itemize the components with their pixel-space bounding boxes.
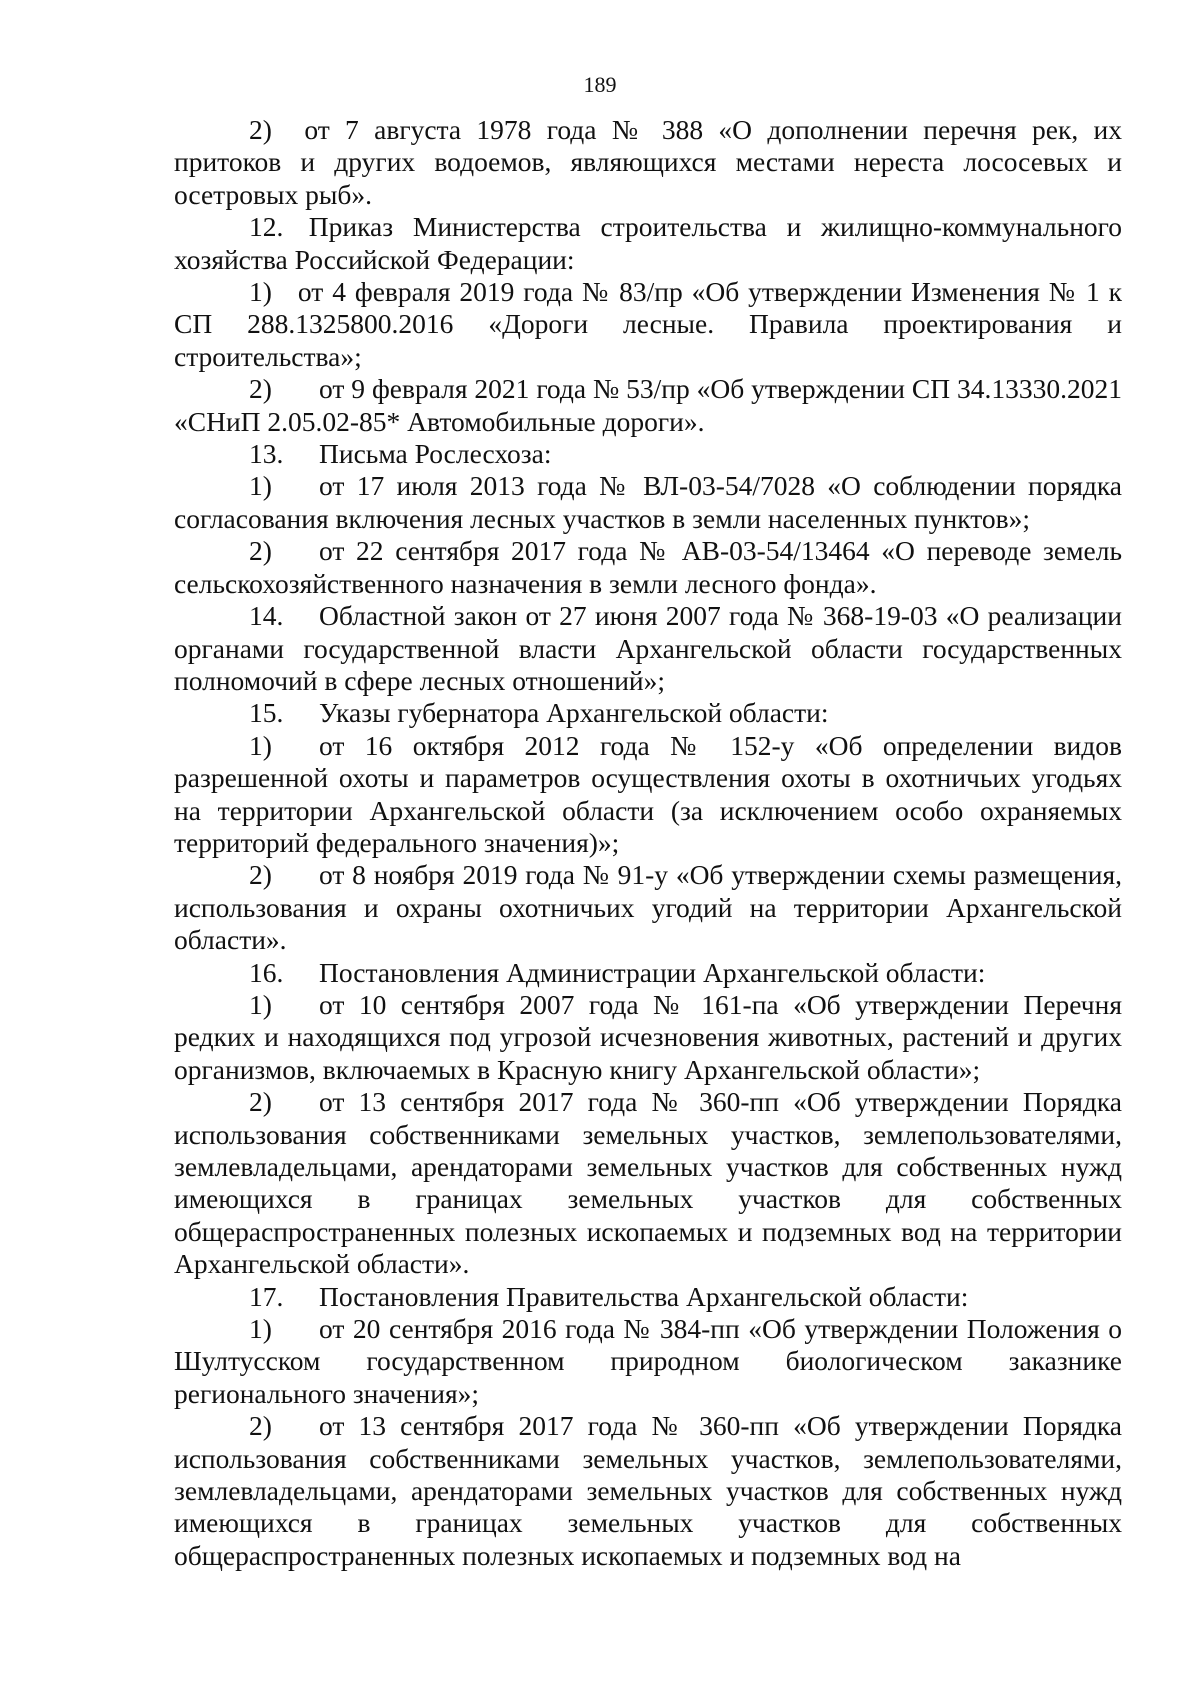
item-text: Указы губернатора Архангельской области: <box>319 697 829 729</box>
list-item <box>174 1410 1122 1572</box>
item-text: от 8 ноября 2019 года № 91-у «Об утверждении схемы размещения, использования и охраны охотничьих угодий на территории Архангельской области». <box>174 859 1122 956</box>
item-marker: 13. <box>249 438 284 470</box>
item-marker: 15. <box>249 697 284 729</box>
item-marker: 2) <box>249 1086 272 1118</box>
item-text: Постановления Правительства Архангельской области: <box>319 1280 969 1312</box>
list-item <box>174 1086 1122 1280</box>
item-marker: 2) <box>249 114 272 145</box>
item-marker: 1) <box>249 470 272 502</box>
item-text: от 10 сентября 2007 года № 161-па «Об утверждении Перечня редких и находящихся под угрозой исчезновения животных, растений и других организмов, включаемых в Красную книгу Архангельской области»; <box>174 988 1122 1085</box>
item-text: от 9 февраля 2021 года № 53/пр «Об утверждении СП 34.13330.2021 «СНиП 2.05.02-85* Автомобильные дороги». <box>174 373 1122 437</box>
list-item <box>174 535 1122 600</box>
document-body <box>174 114 1122 1572</box>
item-marker: 12. <box>249 211 284 243</box>
item-marker: 2) <box>249 535 272 567</box>
item-marker: 17. <box>249 1280 284 1312</box>
item-marker: 16. <box>249 956 284 988</box>
item-text: от 16 октября 2012 года № 152-у «Об определении видов разрешенной охоты и параметров осуществления охоты в охотничьих угодьях на территории Архангельской области (за исключением особо охраняемых территорий федерального значения)»; <box>174 729 1122 858</box>
item-text: Постановления Администрации Архангельской области: <box>319 956 986 988</box>
item-text: Областной закон от 27 июня 2007 года № 368-19-03 «О реализации органами государственной власти Архангельской области государственных полномочий в сфере лесных отношений»; <box>174 600 1122 696</box>
item-text: Приказ Министерства строительства и жилищно-коммунального хозяйства Российской Федерации: <box>174 211 1123 275</box>
section-heading <box>174 600 1122 697</box>
list-item <box>174 114 1122 211</box>
item-text: от 20 сентября 2016 года № 384-пп «Об утверждении Положения о Шултусском государственном природном биологическом заказнике регионального значения»; <box>174 1313 1122 1409</box>
list-item <box>174 859 1122 956</box>
item-marker: 14. <box>249 600 284 632</box>
item-text: от 13 сентября 2017 года № 360-пп «Об утверждении Порядка использования собственниками земельных участков, землепользователями, землевладельцами, арендаторами земельных участков для собственных нужд имеющихся в границах земельных участков для собственных общераспространенных полезных ископаемых и подземных вод на территории Архангельской области». <box>174 1086 1122 1280</box>
item-marker: 1) <box>249 1313 272 1345</box>
item-marker: 2) <box>249 373 272 405</box>
item-text: от 13 сентября 2017 года № 360-пп «Об утверждении Порядка использования собственниками земельных участков, землепользователями, землевладельцами, арендаторами земельных участков для собственных нужд имеющихся в границах земельных участков для собственных общераспространенных полезных ископаемых и подземных вод на <box>174 1410 1122 1571</box>
section-heading <box>174 957 1122 989</box>
item-marker: 1) <box>249 276 272 308</box>
list-item <box>174 276 1122 373</box>
list-item <box>174 470 1122 535</box>
item-marker: 1) <box>249 988 272 1020</box>
section-heading <box>174 697 1122 729</box>
item-text: от 22 сентября 2017 года № АВ-03-54/13464 «О переводе земель сельскохозяйственного назначения в земли лесного фонда». <box>174 535 1122 599</box>
list-item <box>174 1313 1122 1410</box>
list-item <box>174 373 1122 438</box>
item-text: от 7 августа 1978 года № 388 «О дополнении перечня рек, их притоков и других водоемов, являющихся местами нереста лососевых и осетровых рыб». <box>174 114 1122 210</box>
list-item <box>174 730 1122 860</box>
item-text: от 4 февраля 2019 года № 83/пр «Об утверждении Изменения № 1 к СП 288.1325800.2016 «Дороги лесные. Правила проектирования и строительства»; <box>174 276 1123 372</box>
item-marker: 1) <box>249 729 272 761</box>
item-marker: 2) <box>249 1410 272 1442</box>
item-text: от 17 июля 2013 года № ВЛ-03-54/7028 «О соблюдении порядка согласования включения лесных участков в земли населенных пунктов»; <box>174 470 1122 534</box>
page-number: 189 <box>583 72 617 97</box>
item-text: Письма Рослесхоза: <box>319 438 552 470</box>
list-item <box>174 989 1122 1086</box>
section-heading <box>174 438 1122 470</box>
section-heading <box>174 1281 1122 1313</box>
item-marker: 2) <box>249 859 272 891</box>
section-heading <box>174 211 1122 276</box>
